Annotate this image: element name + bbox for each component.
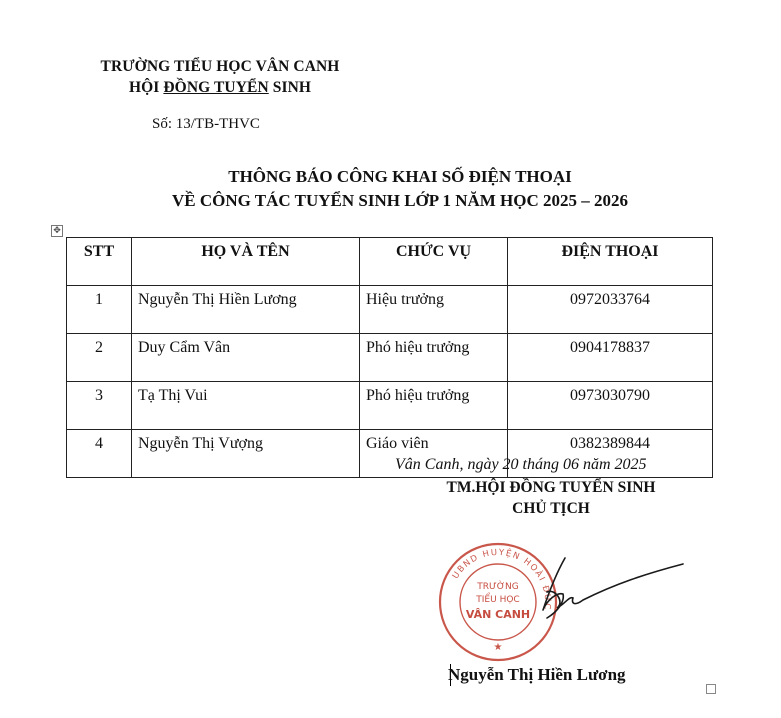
- on-behalf-label: TM.HỘI ĐỒNG TUYỂN SINH: [446, 479, 656, 496]
- row-phone: 0973030790: [508, 382, 713, 430]
- council-name: HỘI ĐỒNG TUYỂN SINH: [128, 79, 312, 96]
- row-phone: 0904178837: [508, 334, 713, 382]
- title-line-1: THÔNG BÁO CÔNG KHAI SỐ ĐIỆN THOẠI: [228, 167, 572, 186]
- signing-date: Vân Canh, ngày 20 tháng 06 năm 2025: [395, 456, 647, 473]
- row-phone: 0972033764: [508, 286, 713, 334]
- table-row: [67, 286, 713, 334]
- header-phone: ĐIỆN THOẠI: [508, 238, 713, 286]
- title-line-2: VỀ CÔNG TÁC TUYỂN SINH LỚP 1 NĂM HỌC 2025 – 2026: [171, 191, 629, 210]
- row-name: Tạ Thị Vui: [132, 382, 360, 430]
- row-stt: 3: [67, 382, 132, 430]
- stamp-line-1: TRƯỜNG: [477, 582, 519, 592]
- table-row: [67, 382, 713, 430]
- stamp-ring-text: UBND HUYỆN HOÀI ĐỨC: [450, 547, 553, 612]
- row-position: Phó hiệu trưởng: [360, 382, 508, 430]
- school-header: [60, 56, 380, 98]
- school-name: TRƯỜNG TIỂU HỌC VÂN CANH: [100, 58, 340, 75]
- svg-text:★: ★: [493, 642, 503, 653]
- row-name: Duy Cẩm Vân: [132, 334, 360, 382]
- table-row: [67, 334, 713, 382]
- header-position: CHỨC VỤ: [360, 238, 508, 286]
- row-name: Nguyễn Thị Vượng: [132, 430, 360, 478]
- row-stt: 1: [67, 286, 132, 334]
- header-stt: STT: [67, 238, 132, 286]
- table-header-row: [67, 238, 713, 286]
- row-phone: 0382389844: [508, 430, 713, 478]
- row-position: Hiệu trưởng: [360, 286, 508, 334]
- row-stt: 4: [67, 430, 132, 478]
- staff-table: [66, 237, 713, 478]
- signature-title: [420, 477, 682, 519]
- row-position: Phó hiệu trưởng: [360, 334, 508, 382]
- document-number: Số: 13/TB-THVC: [152, 116, 260, 132]
- header-name: HỌ VÀ TÊN: [132, 238, 360, 286]
- role-label: CHỦ TỊCH: [512, 500, 590, 517]
- handwritten-signature: [535, 552, 685, 624]
- row-name: Nguyễn Thị Hiền Lương: [132, 286, 360, 334]
- row-position: Giáo viên: [360, 430, 508, 478]
- table-move-icon[interactable]: ✥: [51, 225, 63, 237]
- signer-name: Nguyễn Thị Hiền Lương: [448, 665, 626, 684]
- corner-box-icon: [706, 684, 716, 694]
- stamp-line-2: TIỂU HỌC: [476, 595, 520, 605]
- row-stt: 2: [67, 334, 132, 382]
- stamp-line-3: VÂN CANH: [465, 608, 531, 621]
- document-title: [100, 165, 700, 213]
